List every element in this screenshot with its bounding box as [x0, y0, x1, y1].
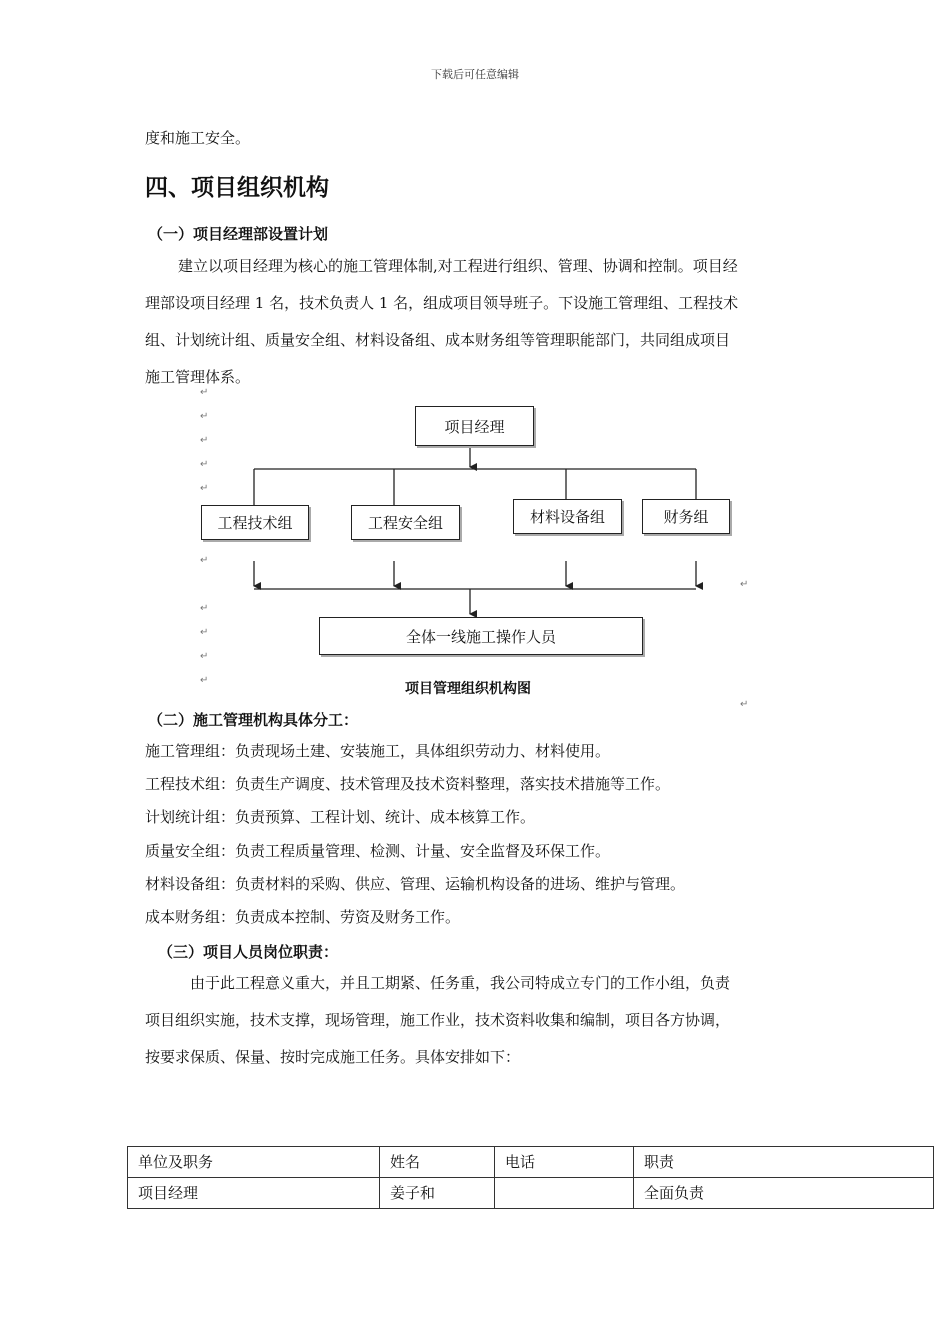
org-box-materials-equipment: 材料设备组	[513, 499, 622, 534]
section-title: 四、项目组织机构	[145, 175, 329, 201]
subsection-1-title: （一）项目经理部设置计划	[148, 225, 329, 243]
table-header-row	[128, 1147, 934, 1178]
duty-line: 质量安全组：负责工程质量管理、检测、计量、安全监督及环保工作。	[145, 842, 611, 860]
duty-line: 成本财务组：负责成本控制、劳资及财务工作。	[145, 908, 461, 926]
table-row	[128, 1178, 934, 1209]
paragraph-line: 施工管理体系。	[145, 368, 251, 386]
table-header-cell: 单位及职务	[128, 1147, 380, 1178]
paragraph-mark: ↵	[200, 555, 209, 566]
paragraph-line: 由于此工程意义重大，并且工期紧、任务重，我公司特成立专门的工作小组，负责	[190, 974, 731, 992]
subsection-3-title: （三）项目人员岗位职责：	[158, 943, 339, 961]
paragraph-mark: ↵	[200, 387, 209, 398]
org-chart-caption: 项目管理组织机构图	[405, 681, 531, 697]
org-box-finance: 财务组	[642, 499, 730, 534]
table-cell: 姜子和	[380, 1178, 495, 1209]
duty-line: 工程技术组：负责生产调度、技术管理及技术资料整理，落实技术措施等工作。	[145, 775, 671, 793]
table-header-cell: 姓名	[380, 1147, 495, 1178]
page-header: 下载后可任意编辑	[431, 68, 519, 81]
paragraph-line: 项目组织实施，技术支撑，现场管理，施工作业，技术资料收集和编制，项目各方协调，	[145, 1011, 731, 1029]
subsection-3-paragraph	[145, 965, 730, 1076]
paragraph-line: 理部设项目经理 1 名，技术负责人 1 名，组成项目领导班子。下设施工管理组、工程技术	[145, 294, 739, 312]
table-header-cell: 电话	[495, 1147, 634, 1178]
duty-line: 施工管理组：负责现场土建、安装施工，具体组织劳动力、材料使用。	[145, 742, 611, 760]
table-cell	[495, 1178, 634, 1209]
paragraph-line: 组、计划统计组、质量安全组、材料设备组、成本财务组等管理职能部门，共同组成项目	[145, 331, 731, 349]
org-box-engineering-tech: 工程技术组	[201, 505, 309, 540]
paragraph-mark: ↵	[200, 651, 209, 662]
paragraph-mark: ↵	[200, 459, 209, 470]
duty-line: 计划统计组：负责预算、工程计划、统计、成本核算工作。	[145, 808, 536, 826]
paragraph-mark: ↵	[200, 675, 209, 686]
duty-line: 材料设备组：负责材料的采购、供应、管理、运输机构设备的进场、维护与管理。	[145, 875, 686, 893]
paragraph-line: 建立以项目经理为核心的施工管理体制,对工程进行组织、管理、协调和控制。项目经	[178, 257, 738, 275]
org-box-project-manager: 项目经理	[415, 406, 534, 446]
table-cell: 项目经理	[128, 1178, 380, 1209]
paragraph-mark: ↵	[200, 435, 209, 446]
subsection-2-title: （二）施工管理机构具体分工：	[148, 711, 359, 729]
paragraph-mark: ↵	[200, 627, 209, 638]
org-box-frontline-workers: 全体一线施工操作人员	[319, 617, 643, 655]
table-cell: 全面负责	[634, 1178, 934, 1209]
paragraph-mark: ↵	[200, 411, 209, 422]
paragraph-mark: ↵	[740, 699, 749, 710]
paragraph-line: 按要求保质、保量、按时完成施工任务。具体安排如下：	[145, 1048, 521, 1066]
paragraph-mark: ↵	[200, 603, 209, 614]
intro-tail-text: 度和施工安全。	[145, 129, 251, 147]
paragraph-mark: ↵	[740, 579, 749, 590]
personnel-table	[127, 1146, 934, 1209]
table-header-cell: 职责	[634, 1147, 934, 1178]
paragraph-mark: ↵	[200, 483, 209, 494]
org-box-engineering-safety: 工程安全组	[351, 505, 460, 540]
